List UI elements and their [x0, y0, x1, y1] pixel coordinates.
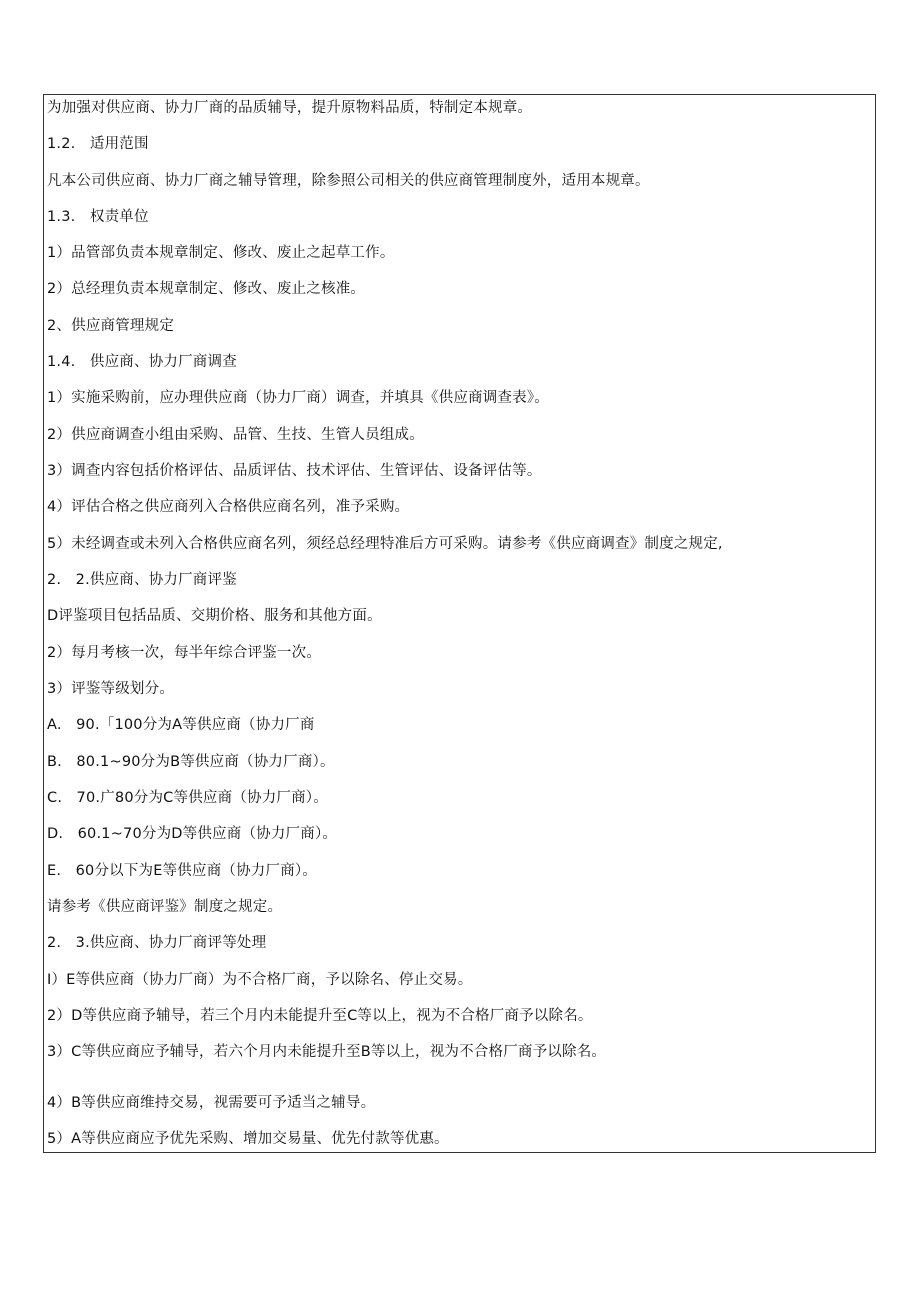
handling-item-4: 4）B等供应商维持交易，视需要可予适当之辅导。 — [47, 1095, 376, 1111]
duties-item-1: 1）品管部负责本规章制定、修改、废止之起草工作。 — [47, 245, 395, 261]
section-heading-scope: 1.2. 适用范围 — [47, 136, 149, 152]
survey-item-4: 4）评估合格之供应商列入合格供应商名列，准予采购。 — [47, 499, 410, 515]
survey-item-3: 3）调查内容包括价格评估、品质评估、技术评估、生管评估、设备评估等。 — [47, 463, 542, 479]
intro-paragraph: 为加强对供应商、协力厂商的品质辅导，提升原物料品质，特制定本规章。 — [47, 100, 533, 116]
grade-d: D. 60.1~70分为D等供应商（协力厂商）。 — [47, 826, 338, 842]
duties-item-2: 2）总经理负责本规章制定、修改、废止之核准。 — [47, 281, 366, 297]
handling-item-3: 3）C等供应商应予辅导，若六个月内未能提升至B等以上，视为不合格厂商予以除名。 — [47, 1044, 607, 1060]
evaluation-item-2: 2）每月考核一次，每半年综合评鉴一次。 — [47, 645, 322, 661]
grade-a: A. 90.「100分为A等供应商（协力厂商 — [47, 717, 315, 733]
section-heading-duties: 1.3. 权责单位 — [47, 209, 149, 225]
evaluation-item-3: 3）评鉴等级划分。 — [47, 681, 175, 697]
document-frame — [43, 94, 876, 1153]
grade-b: B. 80.1~90分为B等供应商（协力厂商）。 — [47, 754, 335, 770]
section-heading-evaluation: 2. 2.供应商、协力厂商评鉴 — [47, 572, 237, 588]
section-heading-rules: 2、供应商管理规定 — [47, 318, 175, 334]
survey-item-1: 1）实施采购前，应办理供应商（协力厂商）调查，并填具《供应商调查表》。 — [47, 390, 549, 406]
section-heading-survey: 1.4. 供应商、协力厂商调查 — [47, 354, 237, 370]
evaluation-item-1: D评鉴项目包括品质、交期价格、服务和其他方面。 — [47, 608, 382, 624]
handling-item-5: 5）A等供应商应予优先采购、增加交易量、优先付款等优惠。 — [47, 1131, 449, 1147]
handling-item-1: I）E等供应商（协力厂商）为不合格厂商，予以除名、停止交易。 — [47, 972, 473, 988]
survey-item-5: 5）未经调查或未列入合格供应商名列，须经总经理特准后方可采购。请参考《供应商调查》制度之规定, — [47, 536, 723, 552]
survey-item-2: 2）供应商调查小组由采购、品管、生技、生管人员组成。 — [47, 427, 424, 443]
grade-e: E. 60分以下为E等供应商（协力厂商）。 — [47, 863, 318, 879]
handling-item-2: 2）D等供应商予辅导，若三个月内未能提升至C等以上，视为不合格厂商予以除名。 — [47, 1008, 593, 1024]
grade-c: C. 70.广80分为C等供应商（协力厂商）。 — [47, 790, 328, 806]
scope-paragraph: 凡本公司供应商、协力厂商之辅导管理，除参照公司相关的供应商管理制度外，适用本规章。 — [47, 173, 650, 189]
evaluation-reference: 请参考《供应商评鉴》制度之规定。 — [47, 899, 283, 915]
section-heading-handling: 2. 3.供应商、协力厂商评等处理 — [47, 935, 267, 951]
